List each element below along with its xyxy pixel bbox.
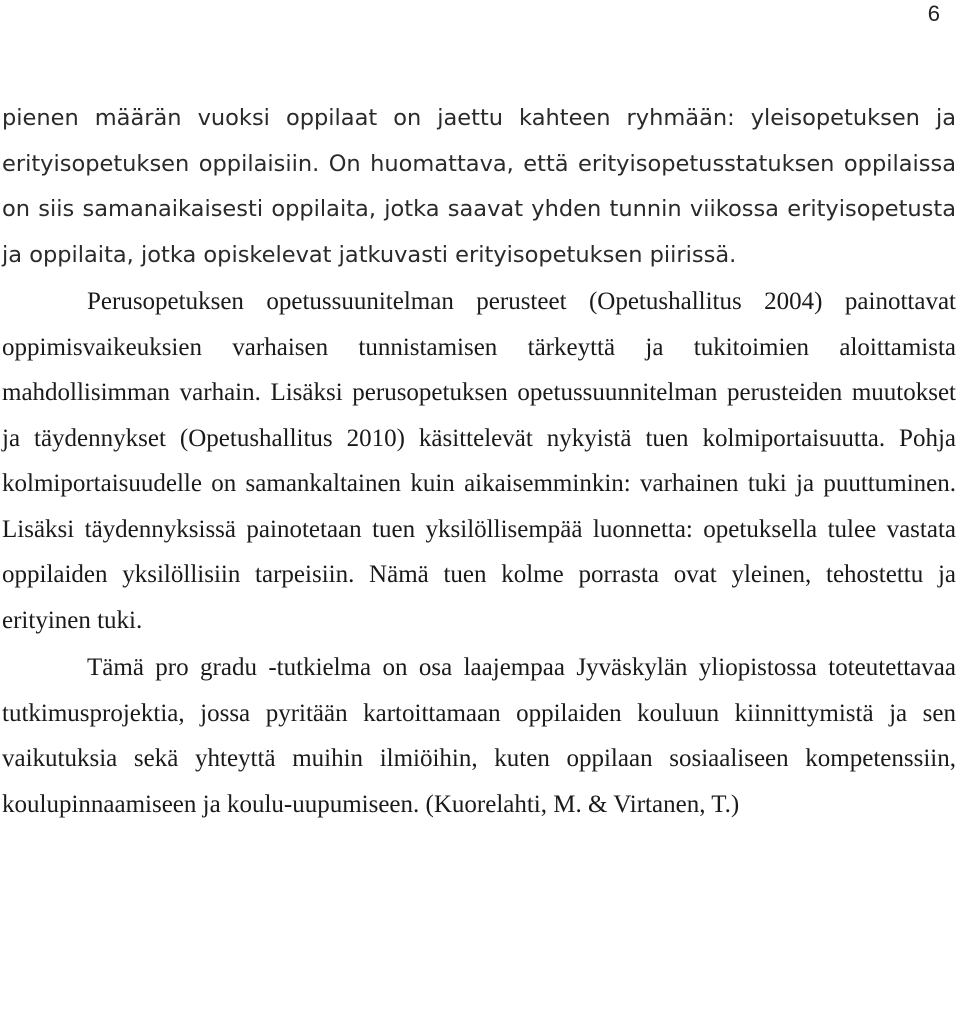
- paragraph-1: pienen määrän vuoksi oppilaat on jaettu kahteen ryhmään: yleisopetuksen ja erityisopetuksen oppilaisiin. On huomattava, että erityisopetusstatuksen oppilaissa on siis samanaikaisesti oppilaita, jotka saavat yhden tunnin viikossa erityisopetusta ja oppilaita, jotka opiskelevat jatkuvasti erityisopetuksen piirissä.: [2, 105, 956, 268]
- paragraph-2: Perusopetuksen opetussuunitelman perusteet (Opetushallitus 2004) painottavat oppimisvaikeuksien varhaisen tunnistamisen tärkeyttä ja tukitoimien aloittamista mahdollisimman varhain. Lisäksi perusopetuksen opetussuunnitelman perusteiden muutokset ja täydennykset (Opetushallitus 2010) käsittelevät nykyistä tuen kolmiportaisuutta. Pohja kolmiportaisuudelle on samankaltainen kuin aikaisemminkin: varhainen tuki ja puuttuminen. Lisäksi täydennyksissä painotetaan tuen yksilöllisempää luonnetta: opetuksella tulee vastata oppilaiden yksilöllisiin tarpeisiin. Nämä tuen kolme porrasta ovat yleinen, tehostettu ja erityinen tuki.: [2, 288, 956, 634]
- paragraph-3: Tämä pro gradu -tutkielma on osa laajempaa Jyväskylän yliopistossa toteutettavaa tutkimusprojektia, jossa pyritään kartoittamaan oppilaiden kouluun kiinnittymistä ja sen vaikutuksia sekä yhteyttä muihin ilmiöihin, kuten oppilaan sosiaaliseen kompetenssiin, koulupinnaamiseen ja koulu-uupumiseen. (Kuorelahti, M. & Virtanen, T.): [2, 654, 956, 818]
- document-body: [2, 96, 956, 827]
- page-number: 6: [927, 1, 940, 26]
